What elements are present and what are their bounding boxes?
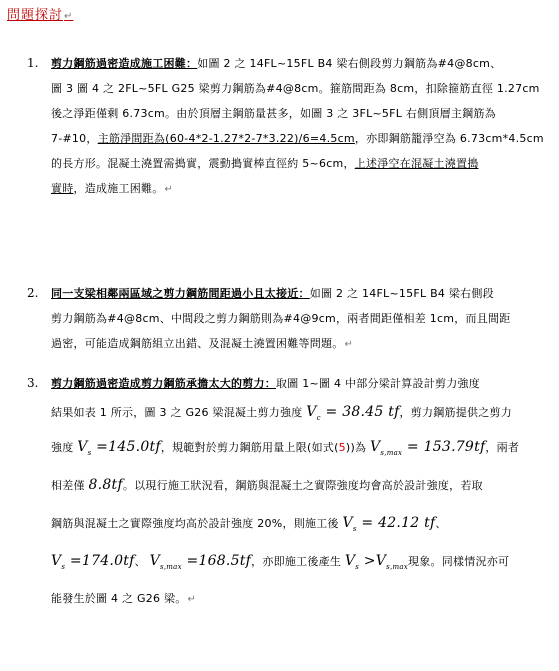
text-line [51,306,549,331]
item-body [51,281,549,356]
text-run: 。以現行施工狀況看，鋼筋與混凝土之實際強度均會高於設計強度，若取 [122,479,483,492]
vsmax-equation: $V_{s,max} = 153.79tf$ [370,439,486,457]
text-line [51,331,549,356]
text-run: 如圖 2 之 14FL~15FL B4 梁右側段剪力鋼筋為#4@8cm、 [197,57,502,70]
text-run: 後之淨距僅剩 6.73cm。由於頂層主鋼筋量甚多，如圖 3 之 3FL~5FL 右側頂層主鋼筋為 [51,107,496,120]
equation-number: 5 [338,441,346,454]
text-line [51,76,549,101]
text-run: 圖 3 圖 4 之 2FL~5FL G25 梁剪力鋼筋為#4@8cm。箍筋間距為 8cm，扣除箍筋直徑 1.27cm [51,82,540,95]
text-run: 取圖 1~圖 4 中部分梁計算設計剪力強度 [276,377,480,390]
item-title: 同一支梁相鄰兩區域之剪力鋼筋間距過小且太接近： [51,287,310,300]
text-run: 、 [134,555,146,568]
text-line [51,542,549,580]
text-line [51,51,549,76]
underlined-text: 主筋淨間距為(60-4*2-1.27*2-7*3.22)/6=4.5cm [97,132,355,145]
item-number: 1. [27,56,39,70]
inequality: $V_s >V_{s,max}$ [344,553,408,571]
text-line [51,101,549,126]
text-run: 強度 [51,441,74,454]
vsmax-after-equation: $V_{s,max} =168.5tf$ [149,553,252,571]
diff-value: 8.8tf [88,477,123,493]
text-line [51,466,549,504]
text-line [51,126,549,151]
text-run: 結果如表 1 所示，圖 3 之 G26 梁混凝土剪力強度 [51,406,303,419]
text-line [51,176,549,201]
text-run: 相差僅 [51,479,85,492]
text-run: 現象。同樣情況亦可 [407,555,510,568]
item-number: 2. [27,286,39,300]
text-run: 鋼筋與混凝土之實際強度均高於設計強度 20%，則施工後 [51,517,339,530]
paragraph-mark-icon: ↵ [344,339,354,350]
text-run: ，造成施工困難。 [73,182,164,195]
item-number: 3. [27,376,39,390]
text-run: ，兩者 [485,441,520,454]
underlined-text: 實時 [51,182,74,195]
text-run: 剪力鋼筋為#4@8cm、中間段之剪力鋼筋則為#4@9cm，兩者間距僅相差 1cm，而且間距 [51,312,511,325]
vs-after-equation: $V_s = 42.12$ tf [342,515,436,533]
text-line [51,371,549,396]
section-heading [7,4,73,23]
text-run: 過密，可能造成鋼筋組立出錯、及混凝土澆置困難等問題。 [51,337,344,350]
text-run: ，亦即鋼筋籠淨空為 6.73cm*4.5cm [354,132,544,145]
text-line [51,151,549,176]
item-body [51,51,549,201]
text-run: ，規範對於剪力鋼筋用量上限(如式( [160,441,339,454]
text-run: 、 [435,517,447,530]
underlined-text: 上述淨空在混凝土澆置搗 [354,157,479,170]
text-line [51,580,549,618]
text-line [51,396,549,428]
paragraph-mark-icon: ↵ [164,184,174,195]
text-run: ，亦即施工後產生 [251,555,342,568]
text-run: 的長方形。混凝土澆置需搗實，震動搗實棒直徑約 5~6cm， [51,157,355,170]
paragraph-mark-icon: ↵ [64,11,74,22]
text-run: ，剪力鋼筋提供之剪力 [399,406,513,419]
item-title: 剪力鋼筋過密造成施工困難： [51,57,198,70]
text-line [51,504,549,542]
paragraph-mark-icon: ↵ [187,594,197,605]
item-body [51,371,549,618]
vs-equation: $V_s =145.0tf$ [77,439,161,457]
vc-equation: $V_c = 38.45$ tf [306,404,400,422]
text-run: 能發生於圖 4 之 G26 梁。 [51,592,187,605]
heading-text: 問題探討 [7,8,64,23]
text-run: 7-#10， [51,132,98,145]
vs-actual-equation: $V_s =174.0tf$ [51,553,135,571]
text-line [51,281,549,306]
text-line [51,428,549,466]
text-run: ))為 [345,441,367,454]
item-title: 剪力鋼筋過密造成剪力鋼筋承擔太大的剪力： [51,377,276,390]
text-run: 如圖 2 之 14FL~15FL B4 梁右側段 [309,287,494,300]
